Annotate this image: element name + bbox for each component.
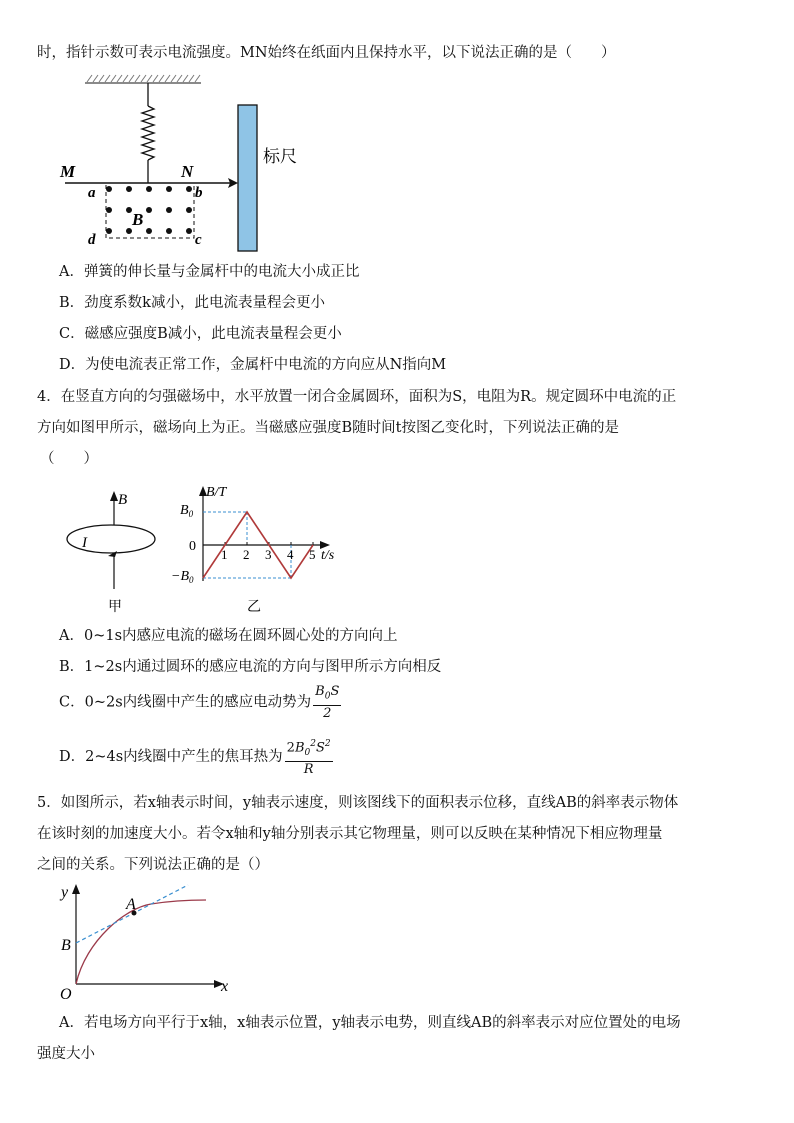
q3-option-b: B．劲度系数k减小，此电流表量程会更小 — [59, 295, 325, 311]
ceiling-hatch — [85, 75, 201, 83]
x-axis-label: x — [221, 978, 229, 995]
x-tick-label-3: 3 — [265, 547, 272, 562]
q4-option-c-fraction — [313, 684, 341, 721]
label-d: d — [88, 232, 96, 248]
label-a: a — [88, 185, 96, 201]
y-axis-label: y — [61, 884, 69, 901]
ring-current-label: I — [82, 535, 87, 551]
label-M: M — [60, 162, 76, 181]
q5-option-a-line1: A．若电场方向平行于x轴，x轴表示位置，y轴表示电势，则直线AB的斜率表示对应位置处的电场 — [59, 1015, 681, 1031]
label-field-B: B — [132, 210, 144, 229]
x-tick-label-5: 5 — [309, 547, 316, 562]
q5-figure-curve — [56, 880, 241, 1005]
q4-option-d-text: D．2~4s内线圈中产生的焦耳热为 — [59, 748, 283, 765]
q3-option-a: A．弹簧的伸长量与金属杆中的电流大小成正比 — [59, 264, 360, 280]
q4-option-c-text: C．0~2s内线圈中产生的感应电动势为 — [59, 694, 312, 711]
spring — [142, 83, 154, 183]
q4-option-a: A．0~1s内感应电流的磁场在圆环圆心处的方向向上 — [59, 628, 398, 644]
q4-figure-ring — [60, 485, 170, 615]
q4-stem-line3: （ ） — [40, 451, 98, 467]
q4-stem-line1: 4．在竖直方向的匀强磁场中，水平放置一闭合金属圆环，面积为S，电阻为R。规定圆环中电流的正 — [37, 389, 677, 405]
q4-option-d — [59, 737, 333, 777]
bt-B0-label: $B_0$ — [180, 503, 194, 519]
label-c: c — [195, 232, 202, 248]
ring-field-label: B — [118, 492, 128, 508]
q4-bt-chart — [170, 483, 345, 613]
figure-yi-caption: 乙 — [247, 599, 261, 615]
q4-option-b: B．1~2s内通过圆环的感应电流的方向与图甲所示方向相反 — [59, 659, 442, 675]
ruler-label: 标尺 — [263, 147, 297, 167]
q3-figure — [50, 72, 297, 257]
q5-stem-line2: 在该时刻的加速度大小。若令x轴和y轴分别表示其它物理量，则可以反映在某种情况下相应物理量 — [37, 826, 663, 842]
label-b: b — [195, 185, 203, 201]
q5-option-a-line2: 强度大小 — [37, 1046, 95, 1062]
origin-label: O — [60, 986, 72, 1003]
q4-option-c — [59, 684, 341, 721]
field-dots — [106, 186, 192, 234]
x-tick-label-2: 2 — [243, 547, 250, 562]
fraction-denominator: 2 — [323, 705, 332, 721]
q4-stem-line2: 方向如图甲所示，磁场向上为正。当磁感应强度B随时间t按图乙变化时，下列说法正确的是 — [37, 420, 619, 436]
fraction-numerator: $B_0S$ — [313, 684, 341, 706]
bt-negB0-label: $-B_0$ — [171, 569, 194, 585]
q3-option-c: C．磁感应强度B减小，此电流表量程会更小 — [59, 326, 342, 342]
point-B-label: B — [61, 937, 71, 954]
figure-jia-caption: 甲 — [108, 599, 122, 615]
label-N: N — [181, 162, 194, 181]
bt-y-axis-label: B/T — [206, 485, 227, 500]
curve — [76, 900, 206, 984]
fraction-denominator: R — [303, 761, 314, 777]
q5-stem-line1: 5．如图所示，若x轴表示时间，y轴表示速度，则该图线下的面积表示位移，直线AB的斜率表示物体 — [37, 795, 679, 811]
ruler-bar — [238, 105, 257, 251]
bt-x-axis-label: t/s — [321, 548, 335, 563]
bt-zero-label: 0 — [189, 539, 196, 554]
q4-option-d-fraction — [285, 737, 333, 777]
x-tick-label-4: 4 — [287, 547, 294, 562]
q3-option-d: D．为使电流表正常工作，金属杆中电流的方向应从N指向M — [59, 357, 447, 373]
point-A-label: A — [126, 896, 136, 913]
q5-stem-line3: 之间的关系。下列说法正确的是（） — [37, 857, 269, 873]
fraction-numerator: $2B_0^2S^2$ — [285, 737, 333, 762]
x-tick-label-1: 1 — [221, 547, 228, 562]
q3-stem-tail: 时，指针示数可表示电流强度。MN始终在纸面内且保持水平，以下说法正确的是（ ） — [37, 45, 616, 61]
